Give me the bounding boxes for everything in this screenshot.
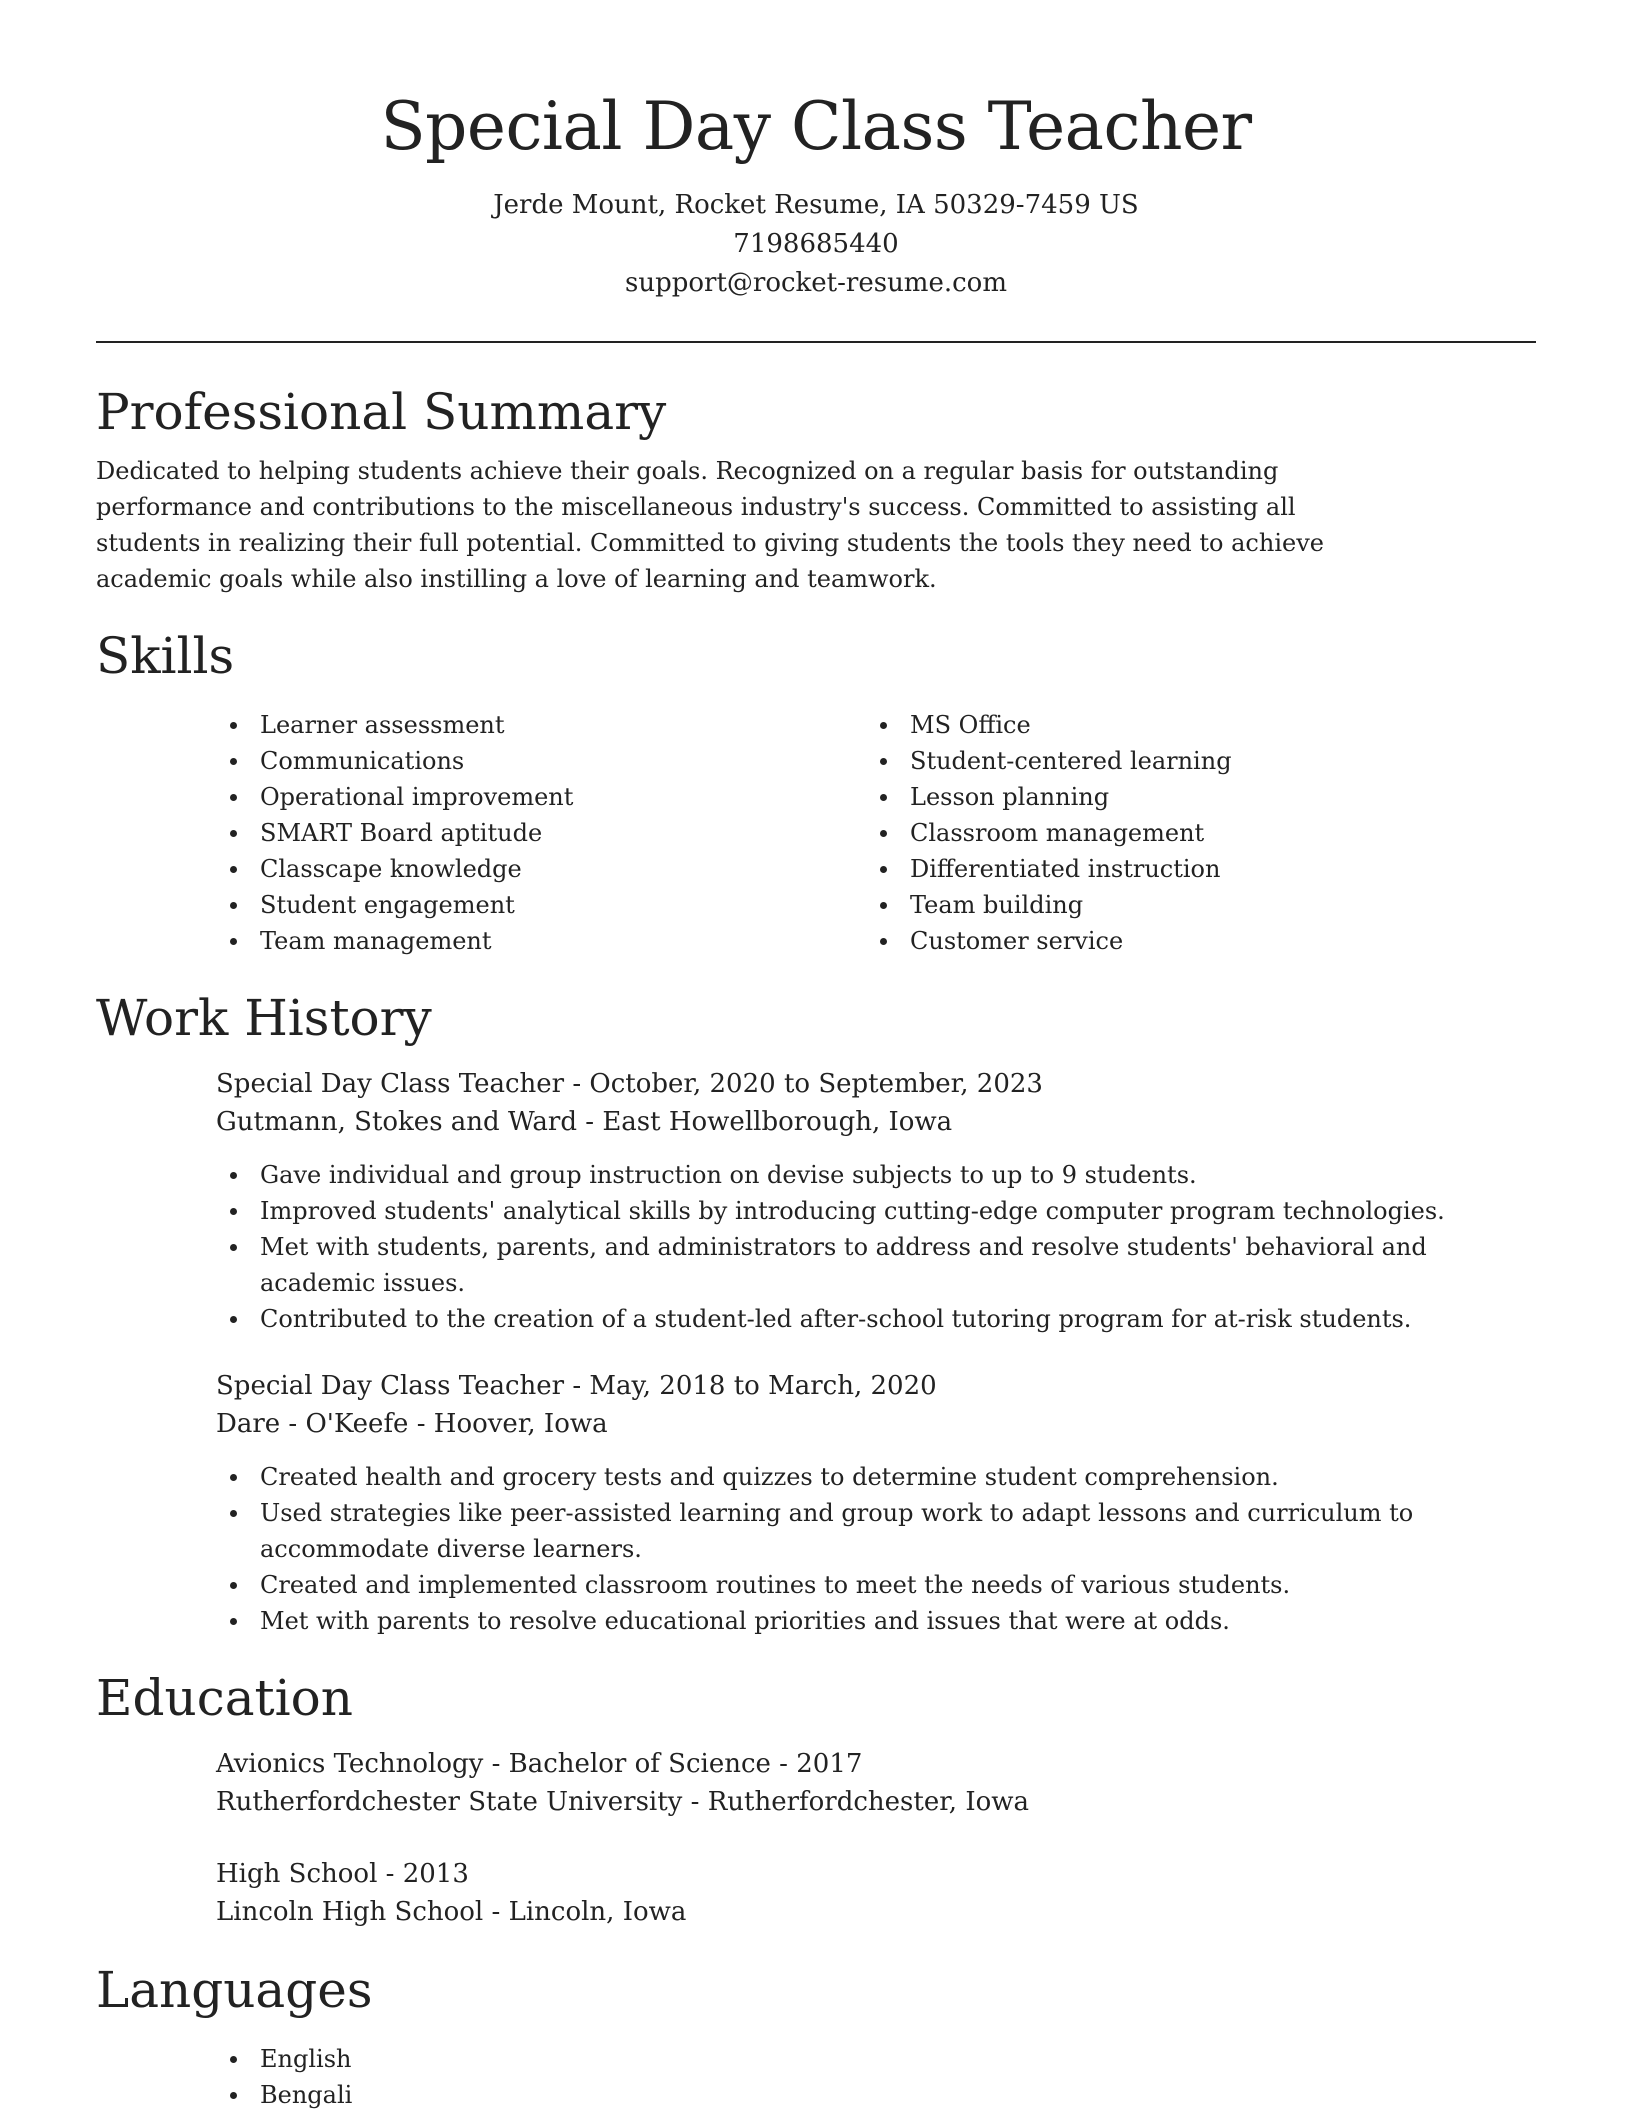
language-item: Bengali <box>216 2077 1536 2113</box>
job-dates: - October, 2020 to September, 2023 <box>564 1069 1043 1099</box>
education-entry <box>216 1745 1536 1821</box>
summary-text: Dedicated to helping students achieve their goals. Recognized on a regular basis for outstanding performance and contributions to the miscellaneous industry's success. Committed to assisting all students in realizing their full potential. Committed to giving students the tools they need to achieve academic goals while also instilling a love of learning and teamwork. <box>96 457 1324 593</box>
skill-item: Differentiated instruction <box>866 851 1516 887</box>
language-item: English <box>216 2041 1536 2077</box>
skill-item: Student engagement <box>216 887 866 923</box>
skills-list-left <box>216 707 866 959</box>
job-bullets <box>216 1459 1536 1639</box>
skill-item: Lesson planning <box>866 779 1516 815</box>
school-location: - Rutherfordchester, Iowa <box>682 1787 1030 1817</box>
languages-list <box>216 2041 1536 2113</box>
job-bullet: Met with parents to resolve educational priorities and issues that were at odds. <box>216 1603 1536 1639</box>
work-history-section <box>96 985 1536 1639</box>
skill-item: Classcape knowledge <box>216 851 866 887</box>
skills-columns <box>216 707 1536 959</box>
job-bullet: Used strategies like peer-assisted learning and group work to adapt lessons and curriculum to accommodate diverse learners. <box>216 1495 1536 1567</box>
skills-list-right <box>866 707 1516 959</box>
job-company: Gutmann, Stokes and Ward <box>216 1107 577 1137</box>
skill-item: Team building <box>866 887 1516 923</box>
summary-section <box>96 379 1536 597</box>
school-line <box>216 1893 1536 1931</box>
job-bullet: Gave individual and group instruction on devise subjects to up to 9 students. <box>216 1157 1536 1193</box>
phone: 7198685440 <box>733 229 899 259</box>
school-name: Rutherfordchester State University <box>216 1787 683 1817</box>
education-entry <box>216 1855 1536 1931</box>
resume-header <box>96 0 1536 303</box>
skill-item: Learner assessment <box>216 707 866 743</box>
degree-line <box>216 1855 1536 1893</box>
skill-item: Communications <box>216 743 866 779</box>
skill-item: Customer service <box>866 923 1516 959</box>
job-title-line <box>216 1065 1536 1103</box>
languages-heading: Languages <box>96 1961 373 2019</box>
header-divider <box>96 341 1536 343</box>
job-bullet: Contributed to the creation of a student-led after-school tutoring program for at-risk students. <box>216 1301 1536 1337</box>
skill-item: Classroom management <box>866 815 1516 851</box>
education-section <box>96 1665 1536 1931</box>
job-bullet: Improved students' analytical skills by introducing cutting-edge computer program technologies. <box>216 1193 1536 1229</box>
job-company: Dare - O'Keefe <box>216 1409 409 1439</box>
skill-item: Team management <box>216 923 866 959</box>
job-entry <box>216 1367 1536 1639</box>
school-location: - Lincoln, Iowa <box>483 1897 687 1927</box>
degree: Avionics Technology - Bachelor of Science <box>216 1749 771 1779</box>
skill-item: Student-centered learning <box>866 743 1516 779</box>
graduation-year: - 2017 <box>770 1749 863 1779</box>
school-name: Lincoln High School <box>216 1897 484 1927</box>
skill-item: SMART Board aptitude <box>216 815 866 851</box>
email: support@rocket-resume.com <box>624 268 1007 298</box>
job-role: Special Day Class Teacher <box>216 1069 565 1099</box>
job-company-line <box>216 1103 1536 1141</box>
skill-item: MS Office <box>866 707 1516 743</box>
job-entry <box>216 1065 1536 1337</box>
work-history-heading: Work History <box>96 989 432 1047</box>
job-company-line <box>216 1405 1536 1443</box>
address: Jerde Mount, Rocket Resume, IA 50329-7459 US <box>493 190 1139 220</box>
skill-item: Operational improvement <box>216 779 866 815</box>
job-role: Special Day Class Teacher <box>216 1371 565 1401</box>
job-bullets <box>216 1157 1536 1337</box>
degree-line <box>216 1745 1536 1783</box>
job-location: - Hoover, Iowa <box>408 1409 608 1439</box>
resume-page <box>96 0 1536 2113</box>
degree: High School <box>216 1859 378 1889</box>
languages-section <box>96 1957 1536 2113</box>
job-location: - East Howellborough, Iowa <box>577 1107 953 1137</box>
job-bullet: Created health and grocery tests and quizzes to determine student comprehension. <box>216 1459 1536 1495</box>
skills-section <box>96 623 1536 959</box>
job-dates: - May, 2018 to March, 2020 <box>564 1371 937 1401</box>
candidate-title: Special Day Class Teacher <box>380 88 1252 165</box>
contact-info <box>96 186 1536 303</box>
job-bullet: Created and implemented classroom routines to meet the needs of various students. <box>216 1567 1536 1603</box>
job-bullet: Met with students, parents, and administrators to address and resolve students' behavioral and academic issues. <box>216 1229 1536 1301</box>
job-title-line <box>216 1367 1536 1405</box>
graduation-year: - 2013 <box>377 1859 469 1889</box>
education-heading: Education <box>96 1669 353 1727</box>
summary-heading: Professional Summary <box>96 383 667 441</box>
skills-heading: Skills <box>96 627 235 685</box>
school-line <box>216 1783 1536 1821</box>
